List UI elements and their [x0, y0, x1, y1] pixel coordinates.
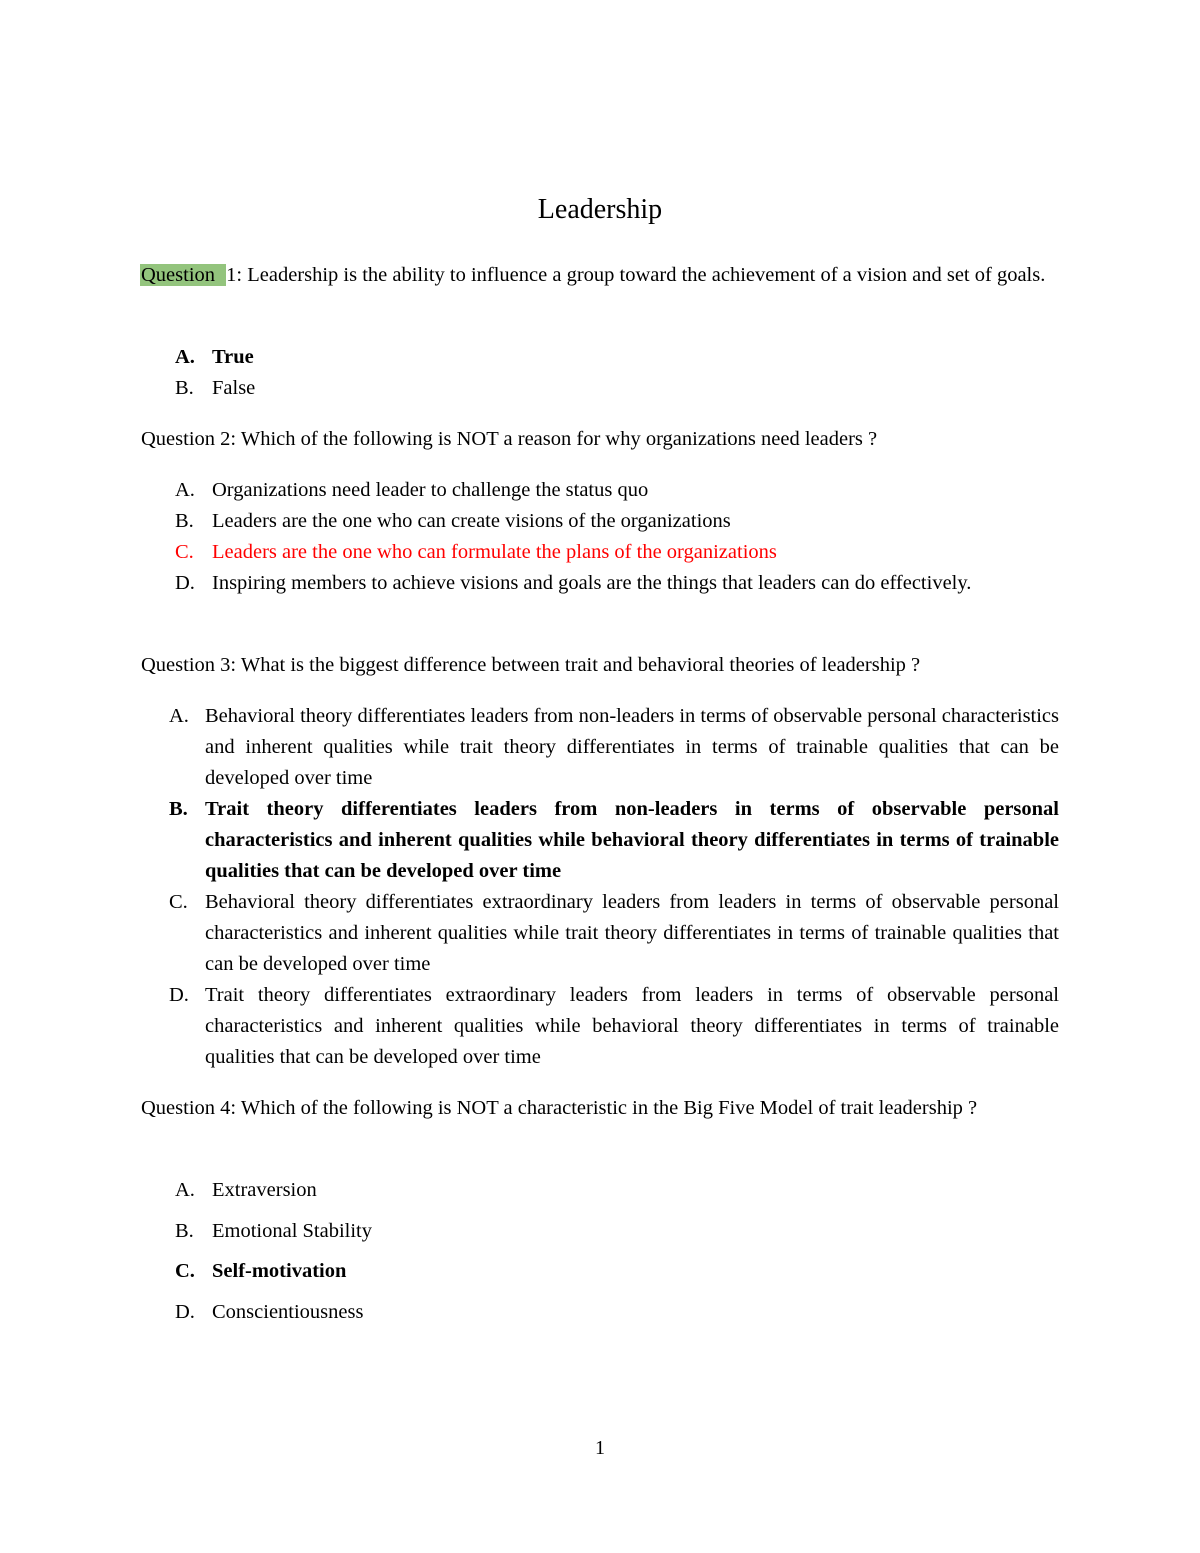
option-4a: A. Extraversion: [175, 1179, 317, 1201]
option-3a: A. Behavioral theory differentiates leaders from non-leaders in terms of observable personal characteristics and inherent qualities while trait theory differentiates in terms of trainable qualities that can be developed over time: [169, 705, 1060, 789]
option-3c: C. Behavioral theory differentiates extraordinary leaders from leaders in terms of observable personal characteristics and inherent qualities while trait theory differentiates in terms of trainable qualities that can be developed over time: [169, 891, 1059, 975]
option-2a: A. Organizations need leader to challenge the status quo: [175, 479, 649, 501]
option-2c: C. Leaders are the one who can formulate the plans of the organizations: [175, 541, 777, 563]
question-2: Question 2: Which of the following is NOT a reason for why organizations need leaders ?: [141, 428, 878, 450]
option-3b: B. Trait theory differentiates leaders from non-leaders in terms of observable personal characteristics and inherent qualities while behavioral theory differentiates in terms of trainable qualities that can be developed over time: [169, 798, 1059, 882]
question-1: [141, 260, 1059, 291]
question-4-options: [141, 1175, 1059, 1337]
document-title: Leadership: [537, 194, 663, 225]
question-3: Question 3: What is the biggest difference between trait and behavioral theories of leadership ?: [141, 654, 921, 676]
question-4: Question 4: Which of the following is NOT a characteristic in the Big Five Model of trait leadership ?: [141, 1097, 978, 1119]
option-2d: D. Inspiring members to achieve visions and goals are the things that leaders can do effectively.: [175, 572, 972, 594]
option-3d: D. Trait theory differentiates extraordinary leaders from leaders in terms of observable personal characteristics and inherent qualities while behavioral theory differentiates in terms of trainable qualities that can be developed over time: [169, 984, 1059, 1068]
question-2-options: [141, 475, 1059, 599]
highlighted-word: Question: [140, 264, 226, 286]
option-1a: A. True: [175, 346, 254, 368]
question-3-options: [141, 701, 1059, 1073]
option-4c: C. Self-motivation: [175, 1260, 347, 1283]
question-1-text: 1: Leadership is the ability to influence a group toward the achievement of a vision and set of goals.: [226, 264, 1046, 286]
option-1b: B. False: [175, 377, 256, 399]
page-number: 1: [595, 1437, 605, 1459]
option-4b: B. Emotional Stability: [175, 1219, 373, 1242]
question-1-options: [141, 342, 1059, 404]
option-4d: D. Conscientiousness: [175, 1300, 364, 1323]
option-2b: B. Leaders are the one who can create visions of the organizations: [175, 510, 731, 532]
